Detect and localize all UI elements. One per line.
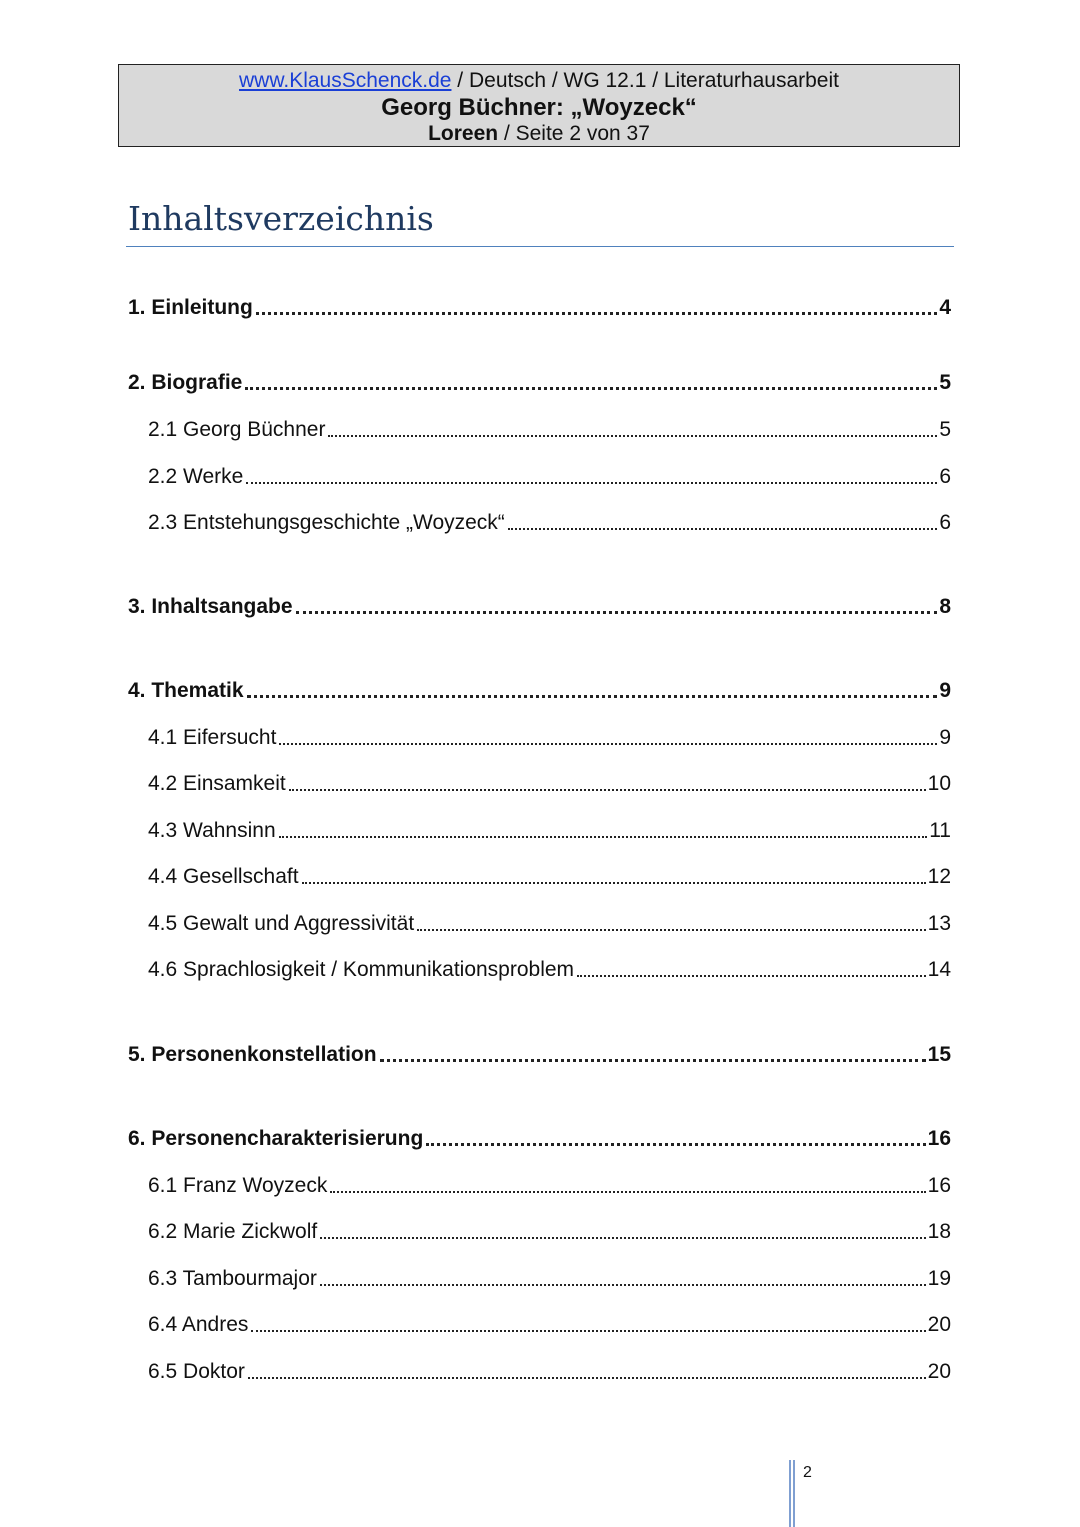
toc-entry-page: 16 — [927, 1127, 951, 1150]
site-link[interactable]: www.KlausSchenck.de — [239, 69, 452, 92]
toc-dot-leader — [246, 482, 937, 484]
toc-entry-personencharakterisierung[interactable] — [128, 1123, 951, 1151]
page-number: 2 — [803, 1464, 812, 1481]
toc-entry-marie-zickwolf[interactable] — [148, 1216, 951, 1244]
toc-dot-leader — [330, 1191, 925, 1193]
footer-bar — [789, 1460, 791, 1527]
toc-entry-label: 2.1 Georg Büchner — [148, 418, 326, 441]
footer-page-marker — [789, 1460, 797, 1527]
toc-entry-label: 6.2 Marie Zickwolf — [148, 1220, 318, 1243]
document-header — [118, 64, 960, 147]
toc-heading: Inhaltsverzeichnis — [128, 199, 434, 238]
toc-dot-leader — [251, 1330, 925, 1332]
toc-entry-label: 4.1 Eifersucht — [148, 726, 277, 749]
toc-entry-biografie[interactable] — [128, 367, 951, 395]
header-source-line — [119, 69, 959, 93]
toc-entry-page: 4 — [939, 296, 951, 319]
toc-entry-franz-woyzeck[interactable] — [148, 1170, 951, 1198]
toc-entry-page: 20 — [927, 1360, 951, 1383]
toc-dot-leader — [426, 1143, 925, 1146]
toc-dot-leader — [279, 743, 937, 745]
header-breadcrumb: / Deutsch / WG 12.1 / Literaturhausarbeit — [451, 69, 839, 92]
toc-entry-thematik[interactable] — [128, 675, 951, 703]
toc-entry-label: 6.5 Doktor — [148, 1360, 245, 1383]
document-title: Georg Büchner: „Woyzeck“ — [381, 94, 697, 121]
toc-dot-leader — [296, 611, 938, 614]
toc-dot-leader — [320, 1284, 926, 1286]
toc-entry-label: 6. Personencharakterisierung — [128, 1127, 424, 1150]
toc-dot-leader — [256, 312, 937, 315]
toc-entry-page: 5 — [939, 418, 951, 441]
toc-entry-page: 6 — [939, 465, 951, 488]
toc-entry-page: 13 — [927, 912, 951, 935]
toc-entry-doktor[interactable] — [148, 1356, 951, 1384]
toc-entry-label: 5. Personenkonstellation — [128, 1043, 377, 1066]
toc-dot-leader — [380, 1059, 926, 1062]
toc-dot-leader — [417, 929, 925, 931]
toc-entry-label: 4. Thematik — [128, 679, 244, 702]
toc-entry-page: 6 — [939, 511, 951, 534]
toc-entry-label: 4.3 Wahnsinn — [148, 819, 276, 842]
toc-dot-leader — [248, 1377, 926, 1379]
toc-entry-gewalt-aggressivitaet[interactable] — [148, 908, 951, 936]
toc-entry-label: 2.3 Entstehungsgeschichte „Woyzeck“ — [148, 511, 505, 534]
toc-entry-page: 16 — [927, 1174, 951, 1197]
toc-entry-sprachlosigkeit[interactable] — [148, 954, 951, 982]
toc-entry-label: 4.2 Einsamkeit — [148, 772, 286, 795]
toc-entry-label: 2.2 Werke — [148, 465, 244, 488]
toc-dot-leader — [508, 528, 938, 530]
toc-entry-page: 12 — [927, 865, 951, 888]
toc-entry-page: 9 — [939, 679, 951, 702]
toc-entry-page: 9 — [939, 726, 951, 749]
toc-entry-label: 4.6 Sprachlosigkeit / Kommunikationsproblem — [148, 958, 575, 981]
toc-entry-andres[interactable] — [148, 1309, 951, 1337]
toc-dot-leader — [328, 435, 937, 437]
footer-bar — [793, 1460, 795, 1527]
toc-entry-eifersucht[interactable] — [148, 722, 951, 750]
toc-dot-leader — [302, 882, 926, 884]
toc-entry-gesellschaft[interactable] — [148, 861, 951, 889]
toc-entry-georg-buechner[interactable] — [148, 414, 951, 442]
toc-dot-leader — [577, 975, 926, 977]
toc-entry-page: 19 — [927, 1267, 951, 1290]
toc-entry-label: 4.4 Gesellschaft — [148, 865, 299, 888]
toc-dot-leader — [320, 1237, 925, 1239]
page-info: / Seite 2 von 37 — [498, 122, 650, 145]
toc-heading-rule — [126, 246, 954, 247]
toc-entry-werke[interactable] — [148, 461, 951, 489]
toc-dot-leader — [279, 836, 928, 838]
toc-dot-leader — [245, 387, 937, 390]
header-author-line — [119, 122, 959, 146]
toc-entry-label: 3. Inhaltsangabe — [128, 595, 293, 618]
toc-entry-label: 6.4 Andres — [148, 1313, 249, 1336]
toc-dot-leader — [289, 789, 926, 791]
toc-entry-personenkonstellation[interactable] — [128, 1039, 951, 1067]
toc-entry-page: 18 — [927, 1220, 951, 1243]
toc-entry-label: 6.1 Franz Woyzeck — [148, 1174, 328, 1197]
toc-entry-page: 20 — [927, 1313, 951, 1336]
toc-entry-label: 1. Einleitung — [128, 296, 253, 319]
toc-entry-entstehungsgeschichte[interactable] — [148, 507, 951, 535]
toc-entry-einsamkeit[interactable] — [148, 768, 951, 796]
toc-entry-wahnsinn[interactable] — [148, 815, 951, 843]
toc-entry-label: 6.3 Tambourmajor — [148, 1267, 317, 1290]
toc-entry-page: 15 — [927, 1043, 951, 1066]
author-name: Loreen — [428, 122, 499, 145]
toc-entry-page: 8 — [939, 595, 951, 618]
toc-entry-label: 4.5 Gewalt und Aggressivität — [148, 912, 415, 935]
toc-entry-tambourmajor[interactable] — [148, 1263, 951, 1291]
toc-dot-leader — [247, 695, 938, 698]
toc-entry-inhaltsangabe[interactable] — [128, 591, 951, 619]
toc-entry-page: 10 — [927, 772, 951, 795]
toc-entry-einleitung[interactable] — [128, 292, 951, 320]
toc-entry-label: 2. Biografie — [128, 371, 243, 394]
toc-entry-page: 5 — [939, 371, 951, 394]
toc-entry-page: 11 — [929, 819, 951, 842]
toc-entry-page: 14 — [927, 958, 951, 981]
